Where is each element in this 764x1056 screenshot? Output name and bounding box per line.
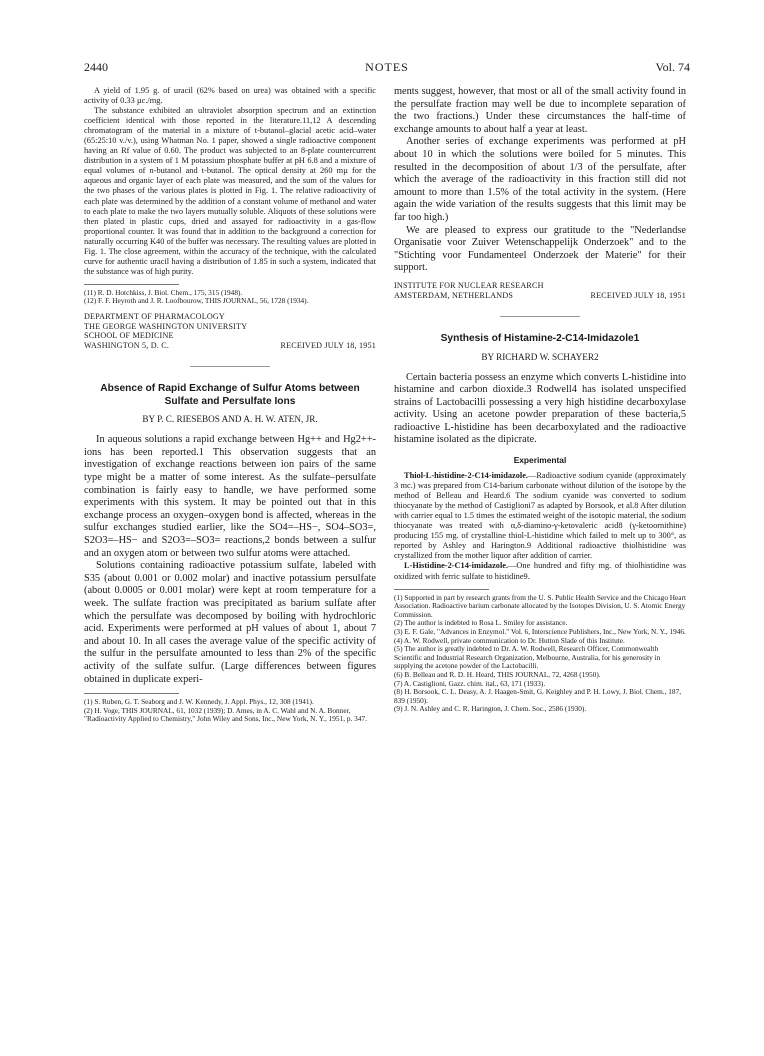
address-city: WASHINGTON 5, D. C. [84,340,170,350]
affiliation-block [84,312,376,350]
institute-name: INSTITUTE FOR NUCLEAR RESEARCH [394,280,544,290]
footnote-divider [394,589,489,590]
run-in-heading: Thiol-L-histidine-2-C14-imidazole. [404,471,528,481]
institute-city: AMSTERDAM, NETHERLANDS [394,290,514,300]
volume-number: Vol. 74 [655,60,690,74]
affiliation-block [394,281,686,300]
paragraph: The substance exhibited an ultraviolet absorption spectrum and an extinction coefficient identical with those reported in the literature.11,12 A descending chromatogram of the material in a mixture of t-butanol–glacial acetic acid–water (65:25:10 v./v.), using Whatman No. 1 paper, showed a single radioactive component having an Rf value of 0.60. The product was subjected to an 8-plate countercurrent distribution in a system of 1 M potassium phosphate buffer at pH 6.8 and a mixture of equal volumes of n-butanol and t-butanol. The optical density at 260 mµ for the aqueous and organic layer of each plate was measured, and the sum of the values for the two phases of the various plates is plotted in Fig. 1. The relative radioactivity of each plate was determined by the addition of a constant volume of methanol and water to each plate to make the two layers mutually soluble. Aliquots of these solutions were then plated in plastic cups, dried and assayed for radioactivity in a gas-flow proportional counter. It was found that in addition to the background a correction for naturally occurring K40 of the buffer was necessary. The resulting values are plotted in Fig. 1. The close agreement, within the accuracy of the technique, with the calculated curve for authentic uracil having a distribution of 1.85 in such a system, indicated that the substance was of high purity. [84,106,376,276]
paragraph: We are pleased to express our gratitude to the "Nederlandse Organisatie voor Zuiver Wetenschappelijk Onderzoek" and to the "Stichting voor Fundamenteel Onderzoek der Materie" for their support. [394,224,686,274]
article-byline: BY P. C. RIESEBOS AND A. H. W. ATEN, JR. [142,414,318,425]
article-intro [394,372,686,448]
footnote: (2) H. Voge, THIS JOURNAL, 61, 1032 (1939); D. Ames, in A. C. Wahl and N. A. Bonner, "Radioactivity Applied to Chemistry," John Wiley and Sons, Inc., New York, N. Y., 1951, p. 347. [84,705,367,724]
footnotes-top [84,289,376,306]
running-header [84,60,690,76]
section-name: NOTES [365,60,409,74]
article-body-continued [394,86,686,275]
received-date: RECEIVED JULY 18, 1951 [280,340,376,350]
footnote: (8) H. Borsook, C. L. Deasy, A. J. Haagen-Smit, G. Keighley and P. H. Lowy, J. Biol. Chem., 187, 839 (1950). [394,687,682,705]
paragraph-text: —One hundred and fifty mg. of thiolhistidine was oxidized with ferric sulfate to histidine9. [394,561,686,581]
footnote: (12) F. F. Heyroth and J. R. Loofbourow, THIS JOURNAL, 56, 1728 (1934). [84,296,309,306]
footnote: (9) J. N. Ashley and C. R. Harington, J. Chem. Soc., 2586 (1930). [394,704,587,714]
footnote: (1) Supported in part by research grants from the U. S. Public Health Service and the Chicago Heart Association. Radioactive barium carbonate allocated by the Isotopes Division, U. S. Atomic Energy Commission. [394,592,686,619]
article-separator [190,366,270,367]
paragraph: ments suggest, however, that most or all of the small activity found in the persulfate fraction may well be due to incomplete separation of the two fractions.) Under these circumstances the half-time of exchange amounts to about half a year at least. [394,86,686,135]
footnote: (1) S. Ruben, G. T. Seaborg and J. W. Kennedy, J. Appl. Phys., 12, 308 (1941). [84,697,314,707]
paragraph: A yield of 1.95 g. of uracil (62% based on urea) was obtained with a specific activity of 0.33 µc./mg. [84,86,376,106]
footnote: (11) R. D. Hotchkiss, J. Biol. Chem., 175, 315 (1948). [84,287,243,297]
paragraph: Another series of exchange experiments was performed at pH about 10 in which the solutions were boiled for 5 minutes. This resulted in the decomposition of about 1/3 of the persulfate, after which the average of the radioactivity in this fraction still did not amount to more than 1.5% of the total activity in the system. (Here again the wide variation of the results suggests that this limit may be far too high.) [394,136,686,223]
footnote: (2) The author is indebted to Rosa L. Smiley for assistance. [394,618,568,628]
footnote: (7) A. Castiglioni, Gazz. chim. ital., 63, 171 (1933). [394,678,546,688]
paragraph: Solutions containing radioactive potassium sulfate, labeled with S35 (about 0.001 or 0.002 molar) and inactive potassium persulfate (about 0.0005 or 0.001 molar) were kept at room temperature for a week. The sulfate fraction was precipitated as barium sulfate after which the persulfate was decomposed by boiling with hydrochloric acid. Experiments were performed at pH values of about 1, about 7 and about 10. In all cases the average value of the specific activity of the sulfur in the persulfate amounted to less than 2% of the specific activity of the sulfate sulfur. (Large differences between figures obtained in duplicate experi- [84,560,376,685]
paragraph: In aqueous solutions a rapid exchange between Hg++ and Hg2++-ions has been reported.1 This observation suggests that an investigation of exchange reactions between ion pairs of the same type might be a matter of some interest. As the sulfate–persulfate combination is fairly easy to handle, we have performed some experiments with this system. It may be pointed out that in this exchange process an oxygen–oxygen bond is affected, whereas in the sulfur exchanges studied earlier, like the SO4=–HS−, SO4–SO3=, S2O3=–HS− and S2O3=–SO3= reactions,2 bonds between a sulfur and an oxygen atom or between two sulfur atoms were attached. [84,434,376,559]
article-title: Absence of Rapid Exchange of Sulfur Atoms between Sulfate and Persulfate Ions [100,383,360,407]
experimental-section [394,471,686,582]
section-heading: Experimental [513,455,567,466]
left-column [84,86,376,1051]
uracil-experimental [84,86,376,277]
two-column-body [84,86,692,1051]
article-body [84,434,376,686]
paragraph-text: —Radioactive sodium cyanide (approximately 3 mc.) was prepared from C14-barium carbonate without dilution of the isotope by the method of Belleau and Heard.6 The sodium cyanide was converted to sodium thiocyanate by the method of Castiglioni7 as adapted by Borsook, et al.8 After dilution with carrier equal to 1.5 times the estimated weight of the isotopic material, the sodium thiocyanate was treated with α,δ-diamino-γ-ketovaleric acid8 (γ-ketoornithine) producing 155 mg. of crystalline thiol-L-histidine which failed to melt up to 300°, as reported by Ashley and Harington.9 Additional radioactive thiolhistidine was crystallized from the mother liquor after addition of carrier. [394,471,686,561]
right-column [394,86,686,1051]
footnotes [84,698,376,724]
paragraph [394,471,686,561]
footnote: (6) B. Belleau and R. D. H. Heard, THIS JOURNAL, 72, 4268 (1950). [394,669,601,679]
footnote: (3) E. F. Gale, "Advances in Enzymol." Vol. 6, Interscience Publishers, Inc., New York, N. Y., 1946. [394,626,686,636]
footnote: (5) The author is greatly indebted to Dr. A. W. Rodwell, Research Officer, Commonwealth Scientific and Industrial Research Organization, Melbourne, Australia, for his generosity in supplying the acetone powder of the Lactobacilli. [394,644,661,671]
article-separator [500,316,580,317]
paragraph: Certain bacteria possess an enzyme which converts L-histidine into histamine and carbon dioxide.3 Rodwell4 has isolated unspecified strains of Lactobacilli possessing a very high histidine decarboxylase activity. Using an acetone powder preparation of these bacteria,5 radioactive L-histidine has been decarboxylated and the radioactive histamine isolated as the dipicrate. [394,371,686,446]
address-line: THE GEORGE WASHINGTON UNIVERSITY [84,321,248,331]
article-byline: BY RICHARD W. SCHAYER2 [481,351,599,362]
run-in-heading: L-Histidine-2-C14-imidazole. [404,561,509,571]
footnote-divider [84,284,179,285]
paragraph [394,561,686,581]
received-date: RECEIVED JULY 18, 1951 [590,290,686,300]
footnote-divider [84,693,179,694]
page-number: 2440 [84,60,108,74]
article-title: Synthesis of Histamine-2-C14-Imidazole1 [440,333,640,345]
address-line: SCHOOL OF MEDICINE [84,331,174,341]
footnotes [394,594,686,714]
footnote: (4) A. W. Rodwell, private communication to Dr. Hutton Slade of this Institute. [394,635,625,645]
address-line: DEPARTMENT OF PHARMACOLOGY [84,312,225,322]
